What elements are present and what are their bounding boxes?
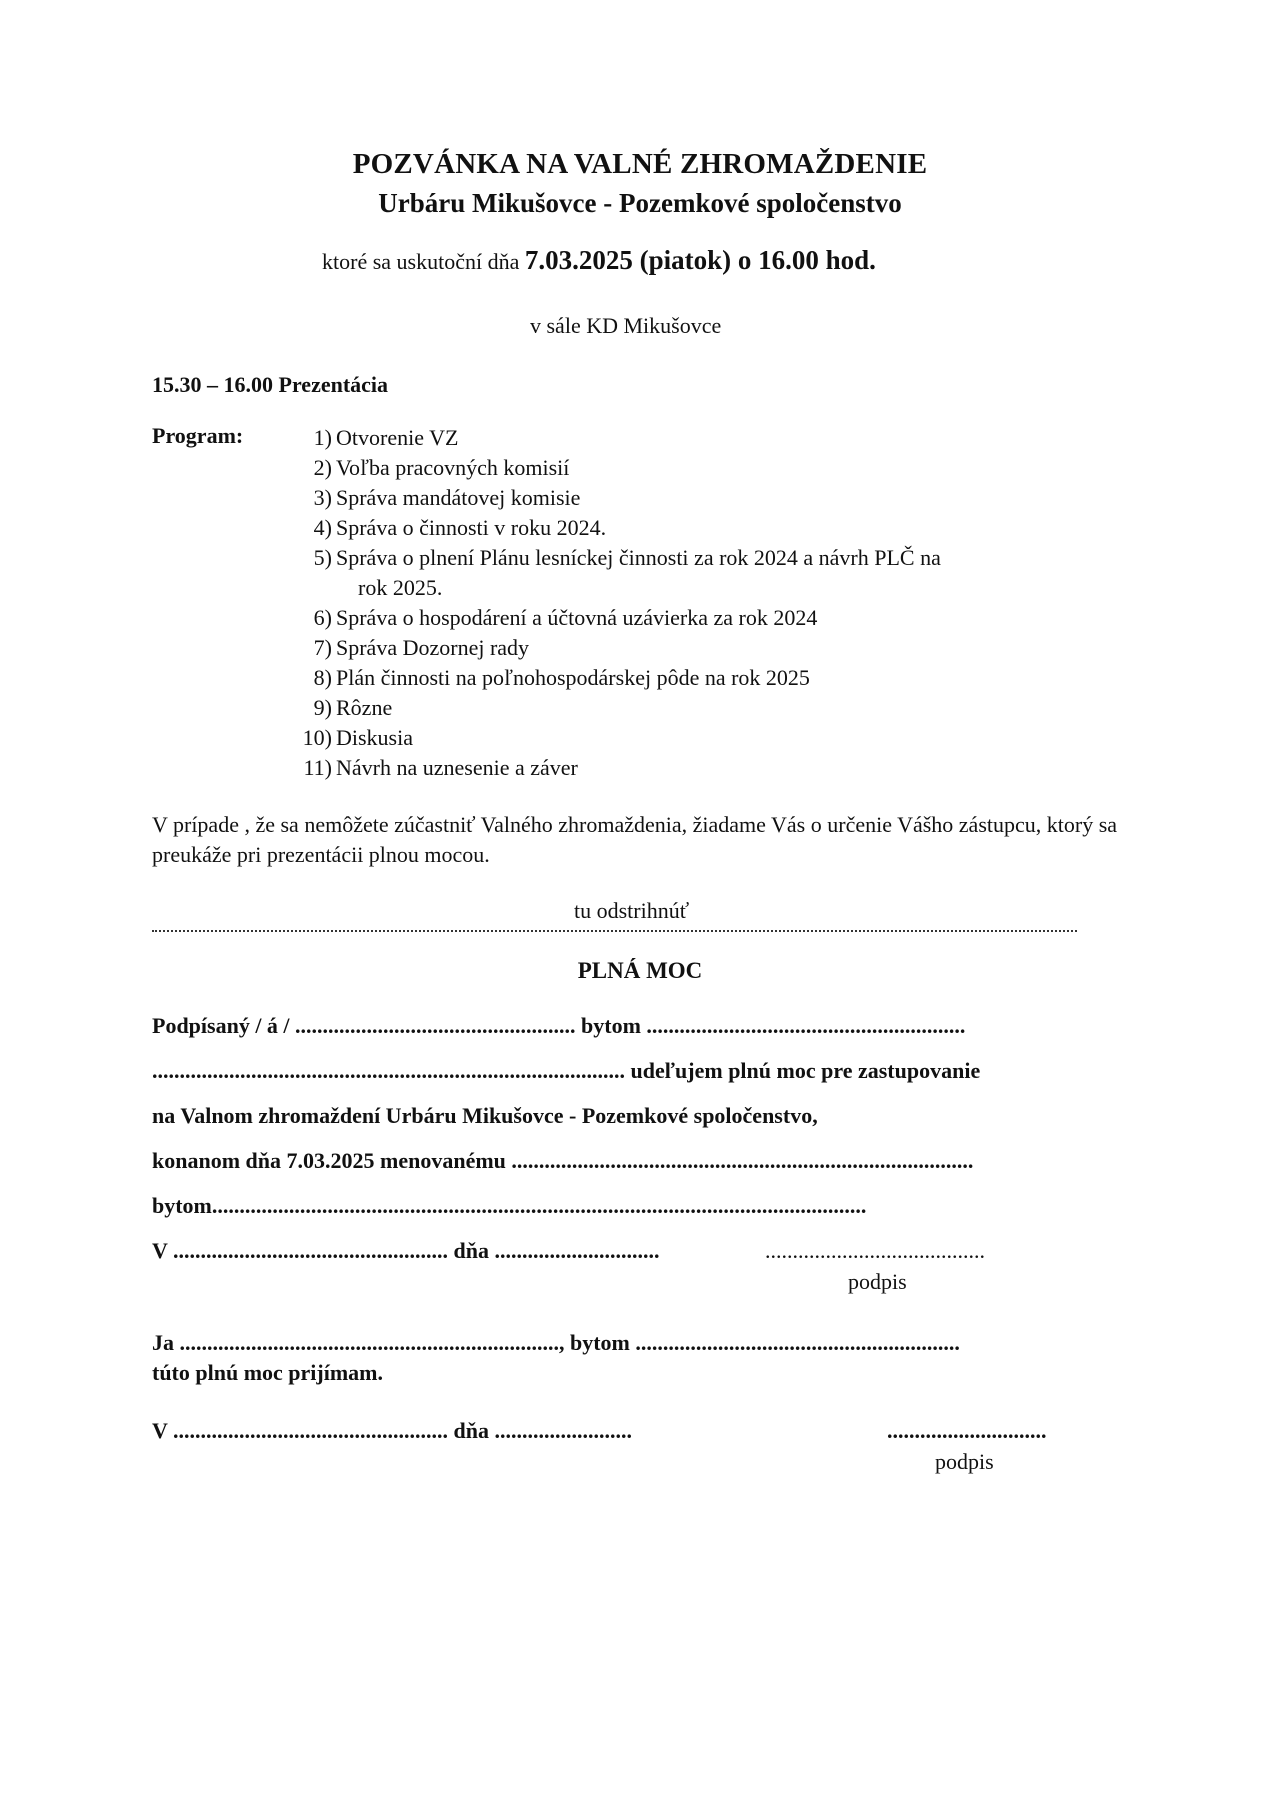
date-prefix: ktoré sa uskutoční dňa: [322, 249, 525, 274]
program-item-number: 1): [313, 425, 332, 450]
program-item-number: 4): [313, 515, 332, 540]
program-item-number: 9): [313, 695, 332, 720]
proxy-line-proxy-name: konanom dňa 7.03.2025 menovanému ....................................................................................: [152, 1148, 974, 1173]
program-item-text: Správa o hospodárení a účtovná uzávierka za rok 2024: [336, 605, 818, 630]
proxy-line-place-date: V .................................................. dňa ..............................: [152, 1238, 660, 1263]
cut-line: [152, 930, 1077, 932]
proxy-line-meeting: na Valnom zhromaždení Urbáru Mikušovce - Pozemkové spoločenstvo,: [152, 1103, 818, 1128]
program-item-text: Návrh na uznesenie a záver: [336, 755, 578, 780]
acceptance-line-statement: túto plnú moc prijímam.: [152, 1360, 383, 1385]
meeting-venue: v sále KD Mikušovce: [530, 313, 722, 338]
document-title: POZVÁNKA NA VALNÉ ZHROMAŽDENIE: [352, 148, 928, 180]
program-item-text: Správa Dozornej rady: [336, 635, 530, 660]
program-item-text: Voľba pracovných komisií: [336, 455, 570, 480]
acceptance-line-name: Ja ....................................................................., bytom ...........................................................: [152, 1330, 960, 1355]
program-item: [296, 543, 941, 573]
notice-paragraph: V prípade , že sa nemôžete zúčastniť Valného zhromaždenia, žiadame Vás o určenie Vášho zástupcu, ktorý sa preukáže pri prezentácii plnou mocou.: [152, 812, 1118, 867]
program-item: [296, 573, 941, 603]
program-item-text: Správa o plnení Plánu lesníckej činnosti za rok 2024 a návrh PLČ na: [336, 545, 941, 570]
program-item-text: Správa mandátovej komisie: [336, 485, 581, 510]
program-item: [296, 453, 941, 483]
program-item: [296, 723, 941, 753]
presentation-time: 15.30 – 16.00 Prezentácia: [152, 372, 389, 397]
program-item: [296, 663, 941, 693]
program-item: [296, 483, 941, 513]
program-item-number: 6): [313, 605, 332, 630]
program-item-number: 5): [313, 545, 332, 570]
program-item-text: Správa o činnosti v roku 2024.: [336, 515, 607, 540]
program-item-number: 11): [303, 755, 332, 780]
program-item-text: rok 2025.: [358, 575, 443, 600]
program-item-number: 2): [313, 455, 332, 480]
program-item-number: 3): [313, 485, 332, 510]
proxy-title: PLNÁ MOC: [577, 958, 703, 983]
program-item-text: Plán činnosti na poľnohospodárskej pôde na rok 2025: [336, 665, 810, 690]
signature-line-1: ........................................: [765, 1238, 985, 1263]
program-item-text: Rôzne: [336, 695, 393, 720]
program-item: [296, 633, 941, 663]
program-item: [296, 513, 941, 543]
signature-label-2: podpis: [935, 1449, 994, 1474]
signature-line-2: .............................: [887, 1418, 1047, 1443]
program-item: [296, 423, 941, 453]
program-item: [296, 603, 941, 633]
proxy-line-grant: ...................................................................................... udeľujem plnú moc pre zastupovanie: [152, 1058, 981, 1083]
program-item: [296, 753, 941, 783]
proxy-line-residence: bytom.......................................................................................................................: [152, 1193, 867, 1218]
signature-label-1: podpis: [848, 1269, 907, 1294]
program-item-number: 10): [302, 725, 332, 750]
acceptance-line-place-date: V .................................................. dňa .........................: [152, 1418, 632, 1443]
program-item: [296, 693, 941, 723]
program-item-text: Otvorenie VZ: [336, 425, 459, 450]
program-item-number: 8): [313, 665, 332, 690]
cut-here-label: tu odstrihnúť: [574, 898, 690, 923]
meeting-date-line: [322, 245, 876, 276]
program-list: [296, 423, 941, 783]
program-item-number: 7): [313, 635, 332, 660]
proxy-line-signatory: Podpísaný / á / ................................................... bytom ..........................................................: [152, 1013, 966, 1038]
program-label: Program:: [152, 423, 244, 448]
document-subtitle: Urbáru Mikušovce - Pozemkové spoločenstvo: [378, 188, 902, 218]
meeting-date: 7.03.2025 (piatok) o 16.00 hod.: [524, 245, 876, 275]
program-item-text: Diskusia: [336, 725, 413, 750]
